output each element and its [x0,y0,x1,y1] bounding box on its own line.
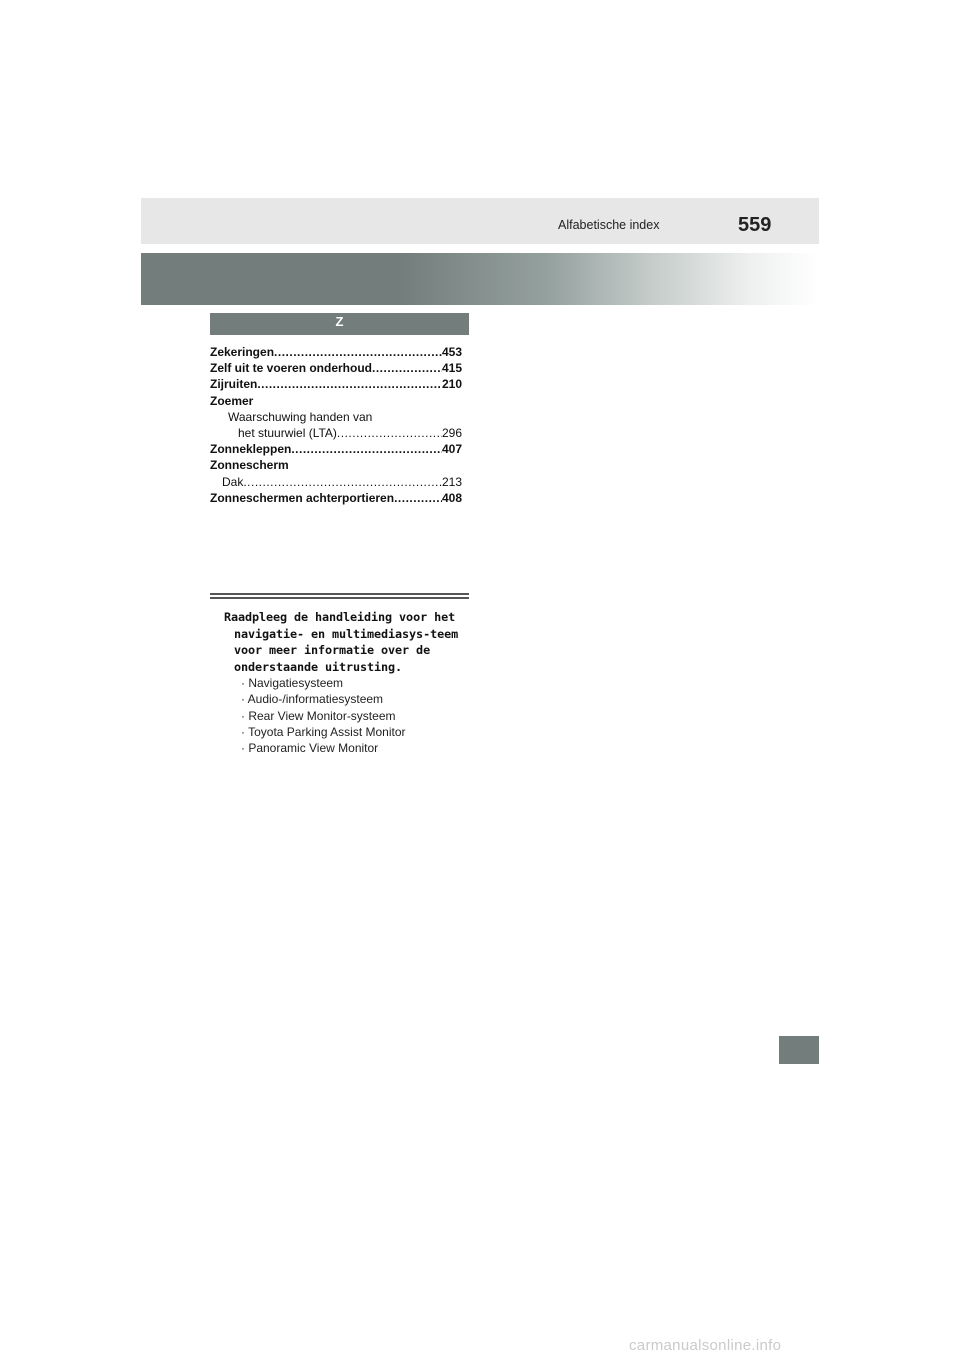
section-title: Alfabetische index [558,218,660,232]
index-heading: Zoemer [210,393,254,408]
dot-leader [243,474,442,490]
entry-page: 453 [441,345,462,359]
entry-label: Zekeringen [210,345,275,359]
index-entry [210,360,462,376]
note-item: · Audio-/informatiesysteem [241,692,384,707]
entry-label: Zonnekleppen [210,442,292,457]
dot-leader [291,441,442,457]
note-item: · Navigatiesysteem [241,676,344,690]
entry-page: 296 [441,426,462,441]
entry-page: 210 [441,377,462,392]
index-entry [210,490,462,506]
index-subheading: Waarschuwing handen van [228,409,373,424]
entry-page: 213 [441,474,462,489]
entry-label: Zonneschermen achterportieren [210,490,395,505]
header-band [141,198,819,244]
index-entry [210,344,462,360]
index-letter-heading: Z [210,313,469,335]
multimedia-note [224,609,472,756]
entry-page: 407 [441,442,462,457]
dot-leader [394,490,442,506]
entry-label: het stuurwiel (LTA) [238,426,337,441]
index-heading: Zonnescherm [210,458,289,473]
index-entry [210,441,462,457]
dot-leader [337,425,442,441]
note-item: · Panoramic View Monitor [241,741,379,756]
entry-label: Zelf uit te voeren onderhoud [210,361,373,376]
dot-leader [274,344,442,360]
note-item: · Toyota Parking Assist Monitor [241,724,406,739]
entry-page: 408 [441,490,462,505]
page-number: 559 [738,214,772,236]
chapter-side-tab [779,1036,819,1064]
double-rule-bottom [210,597,469,599]
index-entry [210,474,462,490]
index-entry [210,376,462,392]
dot-leader [372,360,442,376]
watermark: carmanualsonline.info [629,1337,782,1354]
dot-leader [257,376,442,392]
entry-page: 415 [441,361,462,376]
entry-label: Zijruiten [210,377,258,392]
index-entry [210,425,462,441]
index-list [210,344,462,506]
note-text: Raadpleeg de handleiding voor het navigatie- en multimediasys-teem voor meer informatie over de onderstaande uitrusting. [224,610,459,674]
note-item: · Rear View Monitor-systeem [241,708,396,723]
double-rule-top [210,593,469,595]
entry-label: Dak [222,474,244,489]
decorative-gradient-band [141,253,819,305]
